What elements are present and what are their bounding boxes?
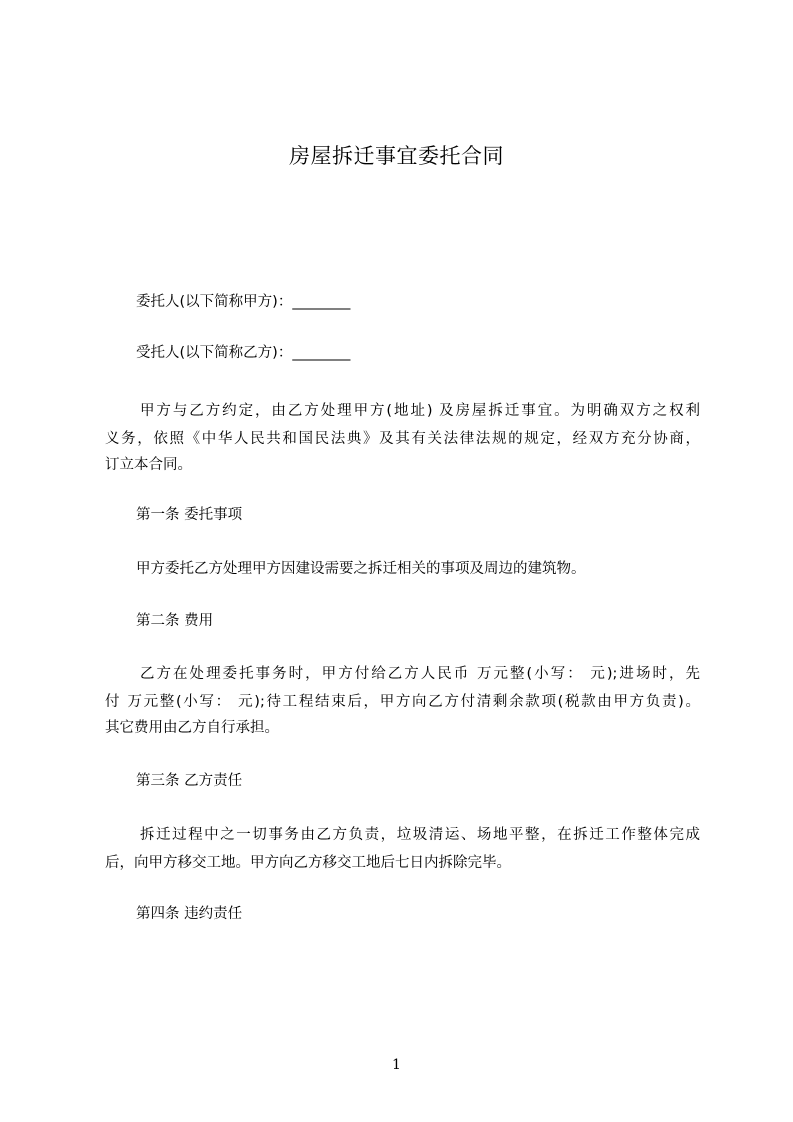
preamble-line-3: 订立本合同。 xyxy=(105,457,192,473)
agent-line: 受托人(以下简称乙方)：________ xyxy=(136,345,351,361)
article-3-line-1: 拆迁过程中之一切事务由乙方负责，垃圾清运、场地平整，在拆迁工作整体完成 xyxy=(140,827,700,843)
document-title: 房屋拆迁事宜委托合同 xyxy=(289,144,504,168)
article-1-heading: 第一条 委托事项 xyxy=(136,507,243,523)
preamble-line-2: 义务，依照《中华人民共和国民法典》及其有关法律法规的规定，经双方充分协商， xyxy=(105,431,700,447)
article-3-heading: 第三条 乙方责任 xyxy=(136,773,243,789)
article-4-heading: 第四条 违约责任 xyxy=(136,906,243,922)
article-3-line-2: 后，向甲方移交工地。甲方向乙方移交工地后七日内拆除完毕。 xyxy=(105,855,511,871)
article-2-line-1: 乙方在处理委托事务时，甲方付给乙方人民币 万元整(小写： 元);进场时，先 xyxy=(140,666,700,682)
article-1-line-1: 甲方委托乙方处理甲方因建设需要之拆迁相关的事项及周边的建筑物。 xyxy=(136,561,586,577)
preamble-line-1: 甲方与乙方约定，由乙方处理甲方(地址) 及房屋拆迁事宜。为明确双方之权利 xyxy=(140,403,700,419)
article-2-line-3: 其它费用由乙方自行承担。 xyxy=(105,720,279,736)
page-number: 1 xyxy=(392,1057,401,1073)
article-2-heading: 第二条 费用 xyxy=(136,613,214,629)
article-2-line-2: 付 万元整(小写： 元);待工程结束后，甲方向乙方付清剩余款项(税款由甲方负责)。 xyxy=(105,694,700,710)
principal-line: 委托人(以下简称甲方)：________ xyxy=(136,294,351,310)
